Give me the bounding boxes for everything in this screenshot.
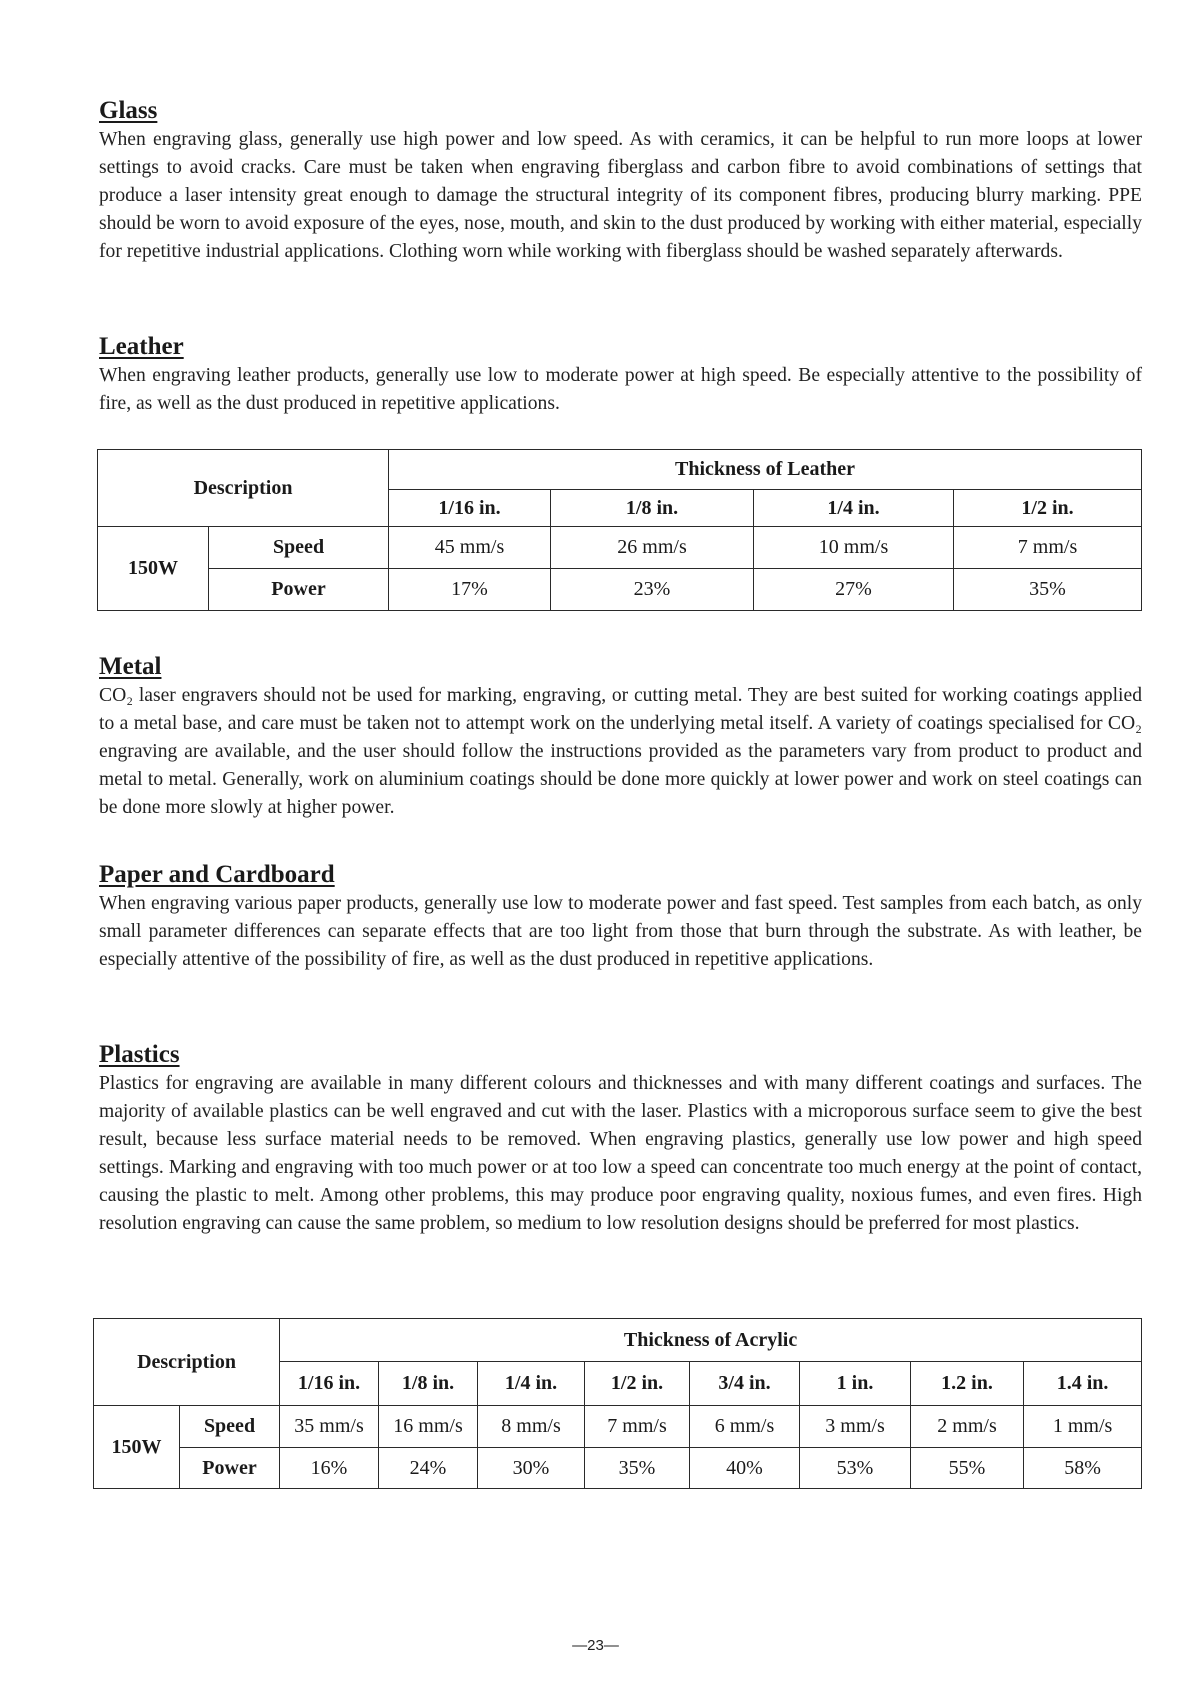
leather-description-header: Description bbox=[98, 450, 389, 527]
plastics-heading: Plastics bbox=[99, 1041, 180, 1068]
leather-power-label: Power bbox=[209, 569, 389, 611]
acrylic-thickness-header: Thickness of Acrylic bbox=[280, 1319, 1142, 1362]
leather-column-header: 1/2 in. bbox=[954, 490, 1142, 527]
acrylic-settings-table bbox=[93, 1318, 1142, 1489]
acrylic-column-header: 1/4 in. bbox=[478, 1362, 585, 1406]
leather-heading: Leather bbox=[99, 333, 184, 360]
acrylic-column-header: 1.4 in. bbox=[1024, 1362, 1142, 1406]
acrylic-power-value: 58% bbox=[1024, 1448, 1142, 1489]
leather-speed-value: 7 mm/s bbox=[954, 527, 1142, 569]
leather-column-header: 1/8 in. bbox=[551, 490, 754, 527]
plastics-paragraph: Plastics for engraving are available in many different colours and thicknesses and with many different coatings and surfaces. The majority of available plastics can be well engraved and cut with the laser. Plastics with a microporous surface seem to give the best result, because less surface material needs to be removed. When engraving plastics, generally use low power and high speed settings. Marking and engraving with too much power or at too low a speed can concentrate too much energy at the point of contact, causing the plastic to melt. Among other problems, this may produce poor engraving quality, noxious fumes, and even fires. High resolution engraving can cause the same problem, so medium to low resolution designs should be preferred for most plastics. bbox=[99, 1073, 1142, 1234]
acrylic-power-value: 24% bbox=[379, 1448, 478, 1489]
paper-paragraph: When engraving various paper products, generally use low to moderate power and fast speed. Test samples from each batch, as only small parameter differences can separate effects that are too light from those that burn through the substrate. As with leather, be especially attentive of the possibility of fire, as well as the dust produced in repetitive applications. bbox=[99, 893, 1142, 970]
acrylic-speed-value: 8 mm/s bbox=[478, 1406, 585, 1448]
leather-column-header: 1/16 in. bbox=[389, 490, 551, 527]
acrylic-speed-value: 16 mm/s bbox=[379, 1406, 478, 1448]
leather-speed-value: 45 mm/s bbox=[389, 527, 551, 569]
acrylic-speed-value: 1 mm/s bbox=[1024, 1406, 1142, 1448]
leather-speed-value: 10 mm/s bbox=[754, 527, 954, 569]
leather-thickness-header: Thickness of Leather bbox=[389, 450, 1142, 490]
metal-paragraph: CO₂ laser engravers should not be used for marking, engraving, or cutting metal. They are best suited for working coatings applied to a metal base, and care must be taken not to attempt work on the underlying metal itself. A variety of coatings specialised for CO₂ engraving are available, and the user should follow the instructions provided as the parameters vary from product to product and metal to metal. Generally, work on aluminium coatings should be done more quickly at lower power and work on steel coatings can be done more slowly at higher power. bbox=[99, 685, 1142, 818]
acrylic-power-value: 53% bbox=[800, 1448, 911, 1489]
glass-paragraph: When engraving glass, generally use high power and low speed. As with ceramics, it can be helpful to run more loops at lower settings to avoid cracks. Care must be taken when engraving fiberglass and carbon fibre to avoid combinations of settings that produce a laser intensity great enough to damage the structural integrity of its component fibres, producing blurry marking. PPE should be worn to avoid exposure of the eyes, nose, mouth, and skin to the dust produced by working with either material, especially for repetitive industrial applications. Clothing worn while working with fiberglass should be washed separately afterwards. bbox=[99, 129, 1142, 262]
acrylic-column-header: 1 in. bbox=[800, 1362, 911, 1406]
acrylic-power-value: 40% bbox=[690, 1448, 800, 1489]
leather-wattage-cell: 150W bbox=[98, 527, 209, 611]
leather-speed-label: Speed bbox=[209, 527, 389, 569]
paper-heading: Paper and Cardboard bbox=[99, 861, 335, 888]
acrylic-speed-value: 35 mm/s bbox=[280, 1406, 379, 1448]
leather-speed-value: 26 mm/s bbox=[551, 527, 754, 569]
acrylic-speed-value: 3 mm/s bbox=[800, 1406, 911, 1448]
leather-power-value: 17% bbox=[389, 569, 551, 611]
acrylic-power-value: 30% bbox=[478, 1448, 585, 1489]
leather-power-value: 27% bbox=[754, 569, 954, 611]
acrylic-speed-value: 6 mm/s bbox=[690, 1406, 800, 1448]
glass-heading: Glass bbox=[99, 97, 158, 124]
leather-paragraph: When engraving leather products, generally use low to moderate power at high speed. Be especially attentive to the possibility of fire, as well as the dust produced in repetitive applications. bbox=[99, 365, 1142, 414]
acrylic-description-header: Description bbox=[94, 1319, 280, 1406]
leather-settings-table bbox=[97, 449, 1142, 611]
acrylic-column-header: 1/8 in. bbox=[379, 1362, 478, 1406]
acrylic-column-header: 3/4 in. bbox=[690, 1362, 800, 1406]
acrylic-power-value: 55% bbox=[911, 1448, 1024, 1489]
acrylic-speed-value: 2 mm/s bbox=[911, 1406, 1024, 1448]
leather-column-header: 1/4 in. bbox=[754, 490, 954, 527]
metal-heading: Metal bbox=[99, 653, 162, 680]
acrylic-power-label: Power bbox=[180, 1448, 280, 1489]
acrylic-wattage-cell: 150W bbox=[94, 1406, 180, 1489]
leather-power-value: 23% bbox=[551, 569, 754, 611]
page-number: —23— bbox=[572, 1637, 619, 1654]
acrylic-power-value: 35% bbox=[585, 1448, 690, 1489]
leather-power-value: 35% bbox=[954, 569, 1142, 611]
acrylic-speed-value: 7 mm/s bbox=[585, 1406, 690, 1448]
acrylic-speed-label: Speed bbox=[180, 1406, 280, 1448]
acrylic-column-header: 1.2 in. bbox=[911, 1362, 1024, 1406]
acrylic-power-value: 16% bbox=[280, 1448, 379, 1489]
acrylic-column-header: 1/2 in. bbox=[585, 1362, 690, 1406]
acrylic-column-header: 1/16 in. bbox=[280, 1362, 379, 1406]
